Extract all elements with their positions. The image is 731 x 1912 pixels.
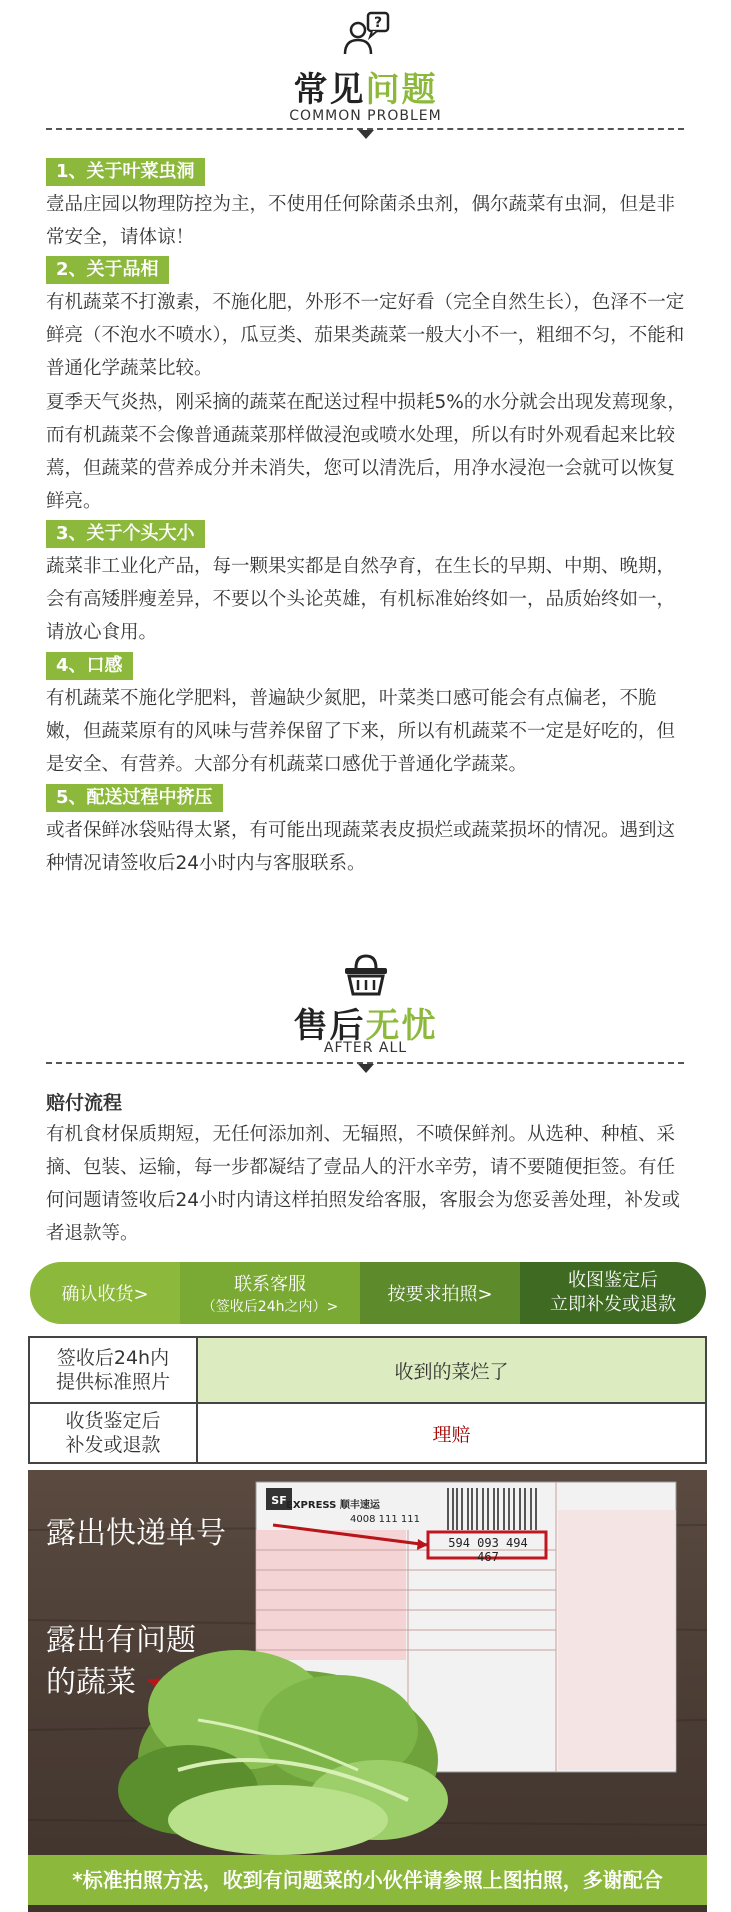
faq-item-5-text: 或者保鲜冰袋贴得太紧，有可能出现蔬菜表皮损烂或蔬菜损坏的情况。遇到这种情况请签收后24小时内与客服联系。 bbox=[46, 820, 676, 874]
aftersale-title: 售后无忧 bbox=[293, 1006, 438, 1046]
waybill-brand: EXPRESS 顺丰速运 bbox=[286, 1500, 380, 1511]
faq-item-4-label: 4、口感 bbox=[46, 652, 133, 680]
flow-step-refund: 收图鉴定后 立即补发或退款 bbox=[520, 1262, 706, 1324]
aftersale-subtitle: AFTER ALL bbox=[323, 1040, 408, 1056]
photo-instruction-bar: *标准拍照方法，收到有问题菜的小伙伴请参照上图拍照，多谢配合 bbox=[28, 1855, 707, 1905]
faq-item-1-text: 壹品庄园以物理防控为主，不使用任何除菌杀虫剂，偶尔蔬菜有虫洞，但是非常安全，请体谅！ bbox=[46, 194, 676, 248]
faq-subtitle: COMMON PROBLEM bbox=[289, 108, 442, 124]
faq-title: 常见问题 bbox=[293, 70, 438, 110]
claim-cell-left: 签收后24h内 提供标准照片 bbox=[29, 1337, 197, 1403]
faq-divider-arrow bbox=[358, 130, 374, 139]
claim-cell-right: 收到的菜烂了 bbox=[197, 1337, 706, 1403]
basket-icon bbox=[0, 952, 731, 996]
claim-table bbox=[28, 1336, 707, 1464]
flow-step-confirm: 确认收货> bbox=[30, 1262, 180, 1324]
faq-icon bbox=[0, 10, 731, 56]
flow-step-photo: 按要求拍照> bbox=[360, 1262, 520, 1324]
process-title: 赔付流程 bbox=[46, 1092, 123, 1114]
faq-item-4-text: 有机蔬菜不施化学肥料，普遍缺少氮肥，叶菜类口感可能会有点偏老，不脆嫩，但蔬菜原有的风味与营养保留了下来，所以有机蔬菜不一定是好吃的，但是安全、有营养。大部分有机蔬菜口感优于普通化学蔬菜。 bbox=[46, 688, 676, 775]
sample-photo bbox=[28, 1470, 707, 1912]
waybill-hotline: 4008 111 111 bbox=[350, 1514, 420, 1525]
label-tracking: 露出快递单号 bbox=[46, 1516, 226, 1551]
process-flow bbox=[30, 1262, 706, 1324]
flow-step-contact: 联系客服 （签收后24h之内）> bbox=[180, 1262, 360, 1324]
process-text: 有机食材保质期短，无任何添加剂、无辐照，不喷保鲜剂。从选种、种植、采摘、包装、运输，每一步都凝结了壹品人的汗水辛劳，请不要随便拒签。有任何问题请签收后24小时内请这样拍照发给客服，客服会为您妥善处理，补发或者退款等。 bbox=[46, 1124, 681, 1244]
faq-item-2-text-2: 夏季天气炎热，刚采摘的蔬菜在配送过程中损耗5%的水分就会出现发蔫现象，而有机蔬菜不会像普通蔬菜那样做浸泡或喷水处理，所以有时外观看起来比较蔫，但蔬菜的营养成分并未消失，您可以清洗后，用净水浸泡一会就可以恢复鲜亮。 bbox=[46, 392, 686, 512]
claim-cell-left: 收货鉴定后 补发或退款 bbox=[29, 1403, 197, 1463]
faq-item-3-label: 3、关于个头大小 bbox=[46, 520, 205, 548]
svg-text:SF: SF bbox=[271, 1494, 287, 1507]
faq-item-2-label: 2、关于品相 bbox=[46, 256, 169, 284]
table-row bbox=[29, 1337, 706, 1403]
svg-text:?: ? bbox=[373, 15, 382, 31]
faq-item-5-label: 5、配送过程中挤压 bbox=[46, 784, 223, 812]
tracking-number: 594 093 494 467 bbox=[448, 1536, 528, 1564]
table-row bbox=[29, 1403, 706, 1463]
faq-item-2-text: 有机蔬菜不打激素，不施化肥，外形不一定好看（完全自然生长），色泽不一定鲜亮（不泡水不喷水），瓜豆类、茄果类蔬菜一般大小不一，粗细不匀，不能和普通化学蔬菜比较。 bbox=[46, 292, 685, 379]
faq-item-3-text: 蔬菜非工业化产品，每一颗果实都是自然孕育，在生长的早期、中期、晚期，会有高矮胖瘦差异，不要以个头论英雄，有机标准始终如一，品质始终如一，请放心食用。 bbox=[46, 556, 676, 643]
label-problem-veg: 露出有问题 的蔬菜 bbox=[46, 1623, 196, 1700]
claim-cell-right: 理赔 bbox=[197, 1403, 706, 1463]
faq-item-1-label: 1、关于叶菜虫洞 bbox=[46, 158, 205, 186]
aftersale-divider-arrow bbox=[358, 1064, 374, 1073]
